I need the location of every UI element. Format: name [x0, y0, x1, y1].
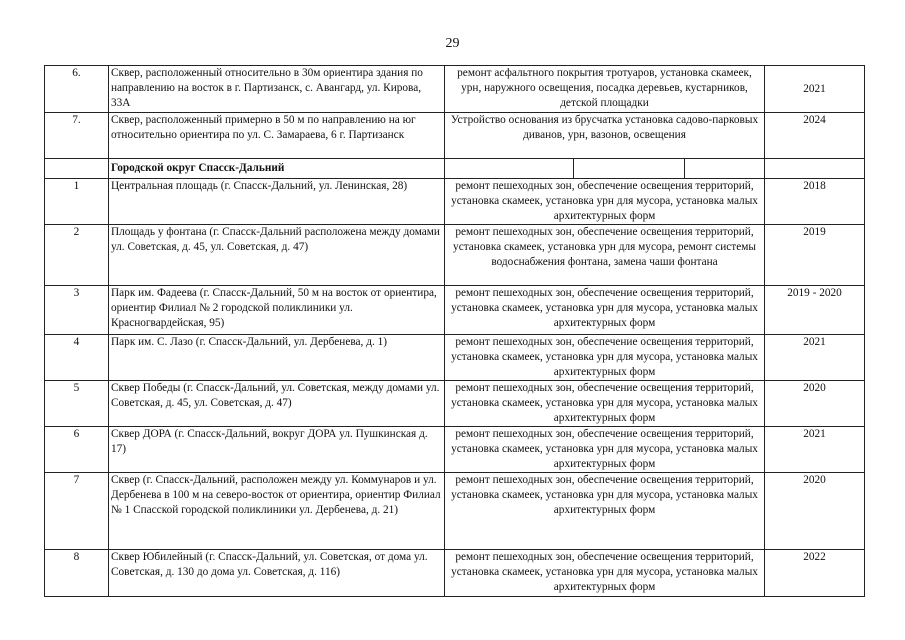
- object-description: Сквер ДОРА (г. Спасск-Дальний, вокруг ДОРА ул. Пушкинская д. 17): [109, 427, 445, 473]
- row-number: 2: [45, 225, 109, 286]
- works-description: ремонт пешеходных зон, обеспечение освещения территорий, установка скамеек, установка урн для мусора, установка малых архитектурных форм: [445, 286, 765, 335]
- empty-cell: [445, 159, 765, 179]
- year-cell: 2019 - 2020: [765, 286, 865, 335]
- row-number: 6: [45, 427, 109, 473]
- table-row: [45, 225, 865, 286]
- table-row: [45, 66, 865, 113]
- year-cell: 2022: [765, 550, 865, 597]
- object-description: Сквер, расположенный относительно в 30м ориентира здания по направлению на восток в г. Партизанск, с. Авангард, ул. Кирова, 33А: [109, 66, 445, 113]
- year-cell: 2018: [765, 179, 865, 225]
- table-row: [45, 113, 865, 159]
- row-number: 1: [45, 179, 109, 225]
- object-description: Сквер Победы (г. Спасск-Дальний, ул. Советская, между домами ул. Советская, д. 45, ул. Советская, д. 47): [109, 381, 445, 427]
- year-cell: 2021: [765, 335, 865, 381]
- works-description: ремонт пешеходных зон, обеспечение освещения территорий, установка скамеек, установка урн для мусора, установка малых архитектурных форм: [445, 473, 765, 550]
- table-row: [45, 427, 865, 473]
- object-description: Сквер Юбилейный (г. Спасск-Дальний, ул. Советская, от дома ул. Советская, д. 130 до дома ул. Советская, д. 116): [109, 550, 445, 597]
- object-description: Сквер (г. Спасск-Дальний, расположен между ул. Коммунаров и ул. Дербенева в 100 м на северо-восток от ориентира, ориентир Филиал № 1 Спасской городской поликлиники ул. Дербенева, д. 21): [109, 473, 445, 550]
- works-description: ремонт пешеходных зон, обеспечение освещения территорий, установка скамеек, установка урн для мусора, установка малых архитектурных форм: [445, 427, 765, 473]
- page-number: 29: [445, 36, 460, 51]
- row-number: 3: [45, 286, 109, 335]
- section-header-row: [45, 159, 865, 179]
- table-row: [45, 473, 865, 550]
- row-number: 4: [45, 335, 109, 381]
- works-description: ремонт пешеходных зон, обеспечение освещения территорий, установка скамеек, установка урн для мусора, установка малых архитектурных форм: [445, 550, 765, 597]
- empty-cell: [765, 159, 865, 179]
- empty-cell: [45, 159, 109, 179]
- year-cell: 2020: [765, 473, 865, 550]
- row-number: 5: [45, 381, 109, 427]
- row-number: 6.: [45, 66, 109, 113]
- works-description: ремонт пешеходных зон, обеспечение освещения территорий, установка скамеек, установка урн для мусора, установка малых архитектурных форм: [445, 381, 765, 427]
- row-number: 7.: [45, 113, 109, 159]
- works-description: ремонт пешеходных зон, обеспечение освещения территорий, установка скамеек, установка урн для мусора, установка малых архитектурных форм: [445, 335, 765, 381]
- improvement-table: [44, 65, 865, 597]
- table-row: [45, 550, 865, 597]
- object-description: Сквер, расположенный примерно в 50 м по направлению на юг относительно ориентира по ул. С. Замараева, 6 г. Партизанск: [109, 113, 445, 159]
- year-cell: 2021: [765, 427, 865, 473]
- object-description: Площадь у фонтана (г. Спасск-Дальний расположена между домами ул. Советская, д. 45, ул. Советская, д. 47): [109, 225, 445, 286]
- table-row: [45, 335, 865, 381]
- table-row: [45, 286, 865, 335]
- table-row: [45, 381, 865, 427]
- year-cell: 2019: [765, 225, 865, 286]
- works-description: ремонт пешеходных зон, обеспечение освещения территорий, установка скамеек, установка урн для мусора, ремонт системы водоснабжения фонтана, замена чаши фонтана: [445, 225, 765, 286]
- year-cell: 2020: [765, 381, 865, 427]
- section-title: Городской округ Спасск-Дальний: [109, 159, 445, 179]
- table-row: [45, 179, 865, 225]
- works-description: Устройство основания из брусчатка установка садово-парковых диванов, урн, вазонов, освещения: [445, 113, 765, 159]
- object-description: Парк им. С. Лазо (г. Спасск-Дальний, ул. Дербенева, д. 1): [109, 335, 445, 381]
- works-description: ремонт асфальтного покрытия тротуаров, установка скамеек, урн, наружного освещения, посадка деревьев, кустарников, детской площадки: [445, 66, 765, 113]
- object-description: Парк им. Фадеева (г. Спасск-Дальний, 50 м на восток от ориентира, ориентир Филиал № 2 городской поликлиники ул. Красногвардейская, 95): [109, 286, 445, 335]
- row-number: 8: [45, 550, 109, 597]
- year-cell: 2021: [765, 66, 865, 113]
- works-description: ремонт пешеходных зон, обеспечение освещения территорий, установка скамеек, установка урн для мусора, установка малых архитектурных форм: [445, 179, 765, 225]
- year-cell: 2024: [765, 113, 865, 159]
- object-description: Центральная площадь (г. Спасск-Дальний, ул. Ленинская, 28): [109, 179, 445, 225]
- row-number: 7: [45, 473, 109, 550]
